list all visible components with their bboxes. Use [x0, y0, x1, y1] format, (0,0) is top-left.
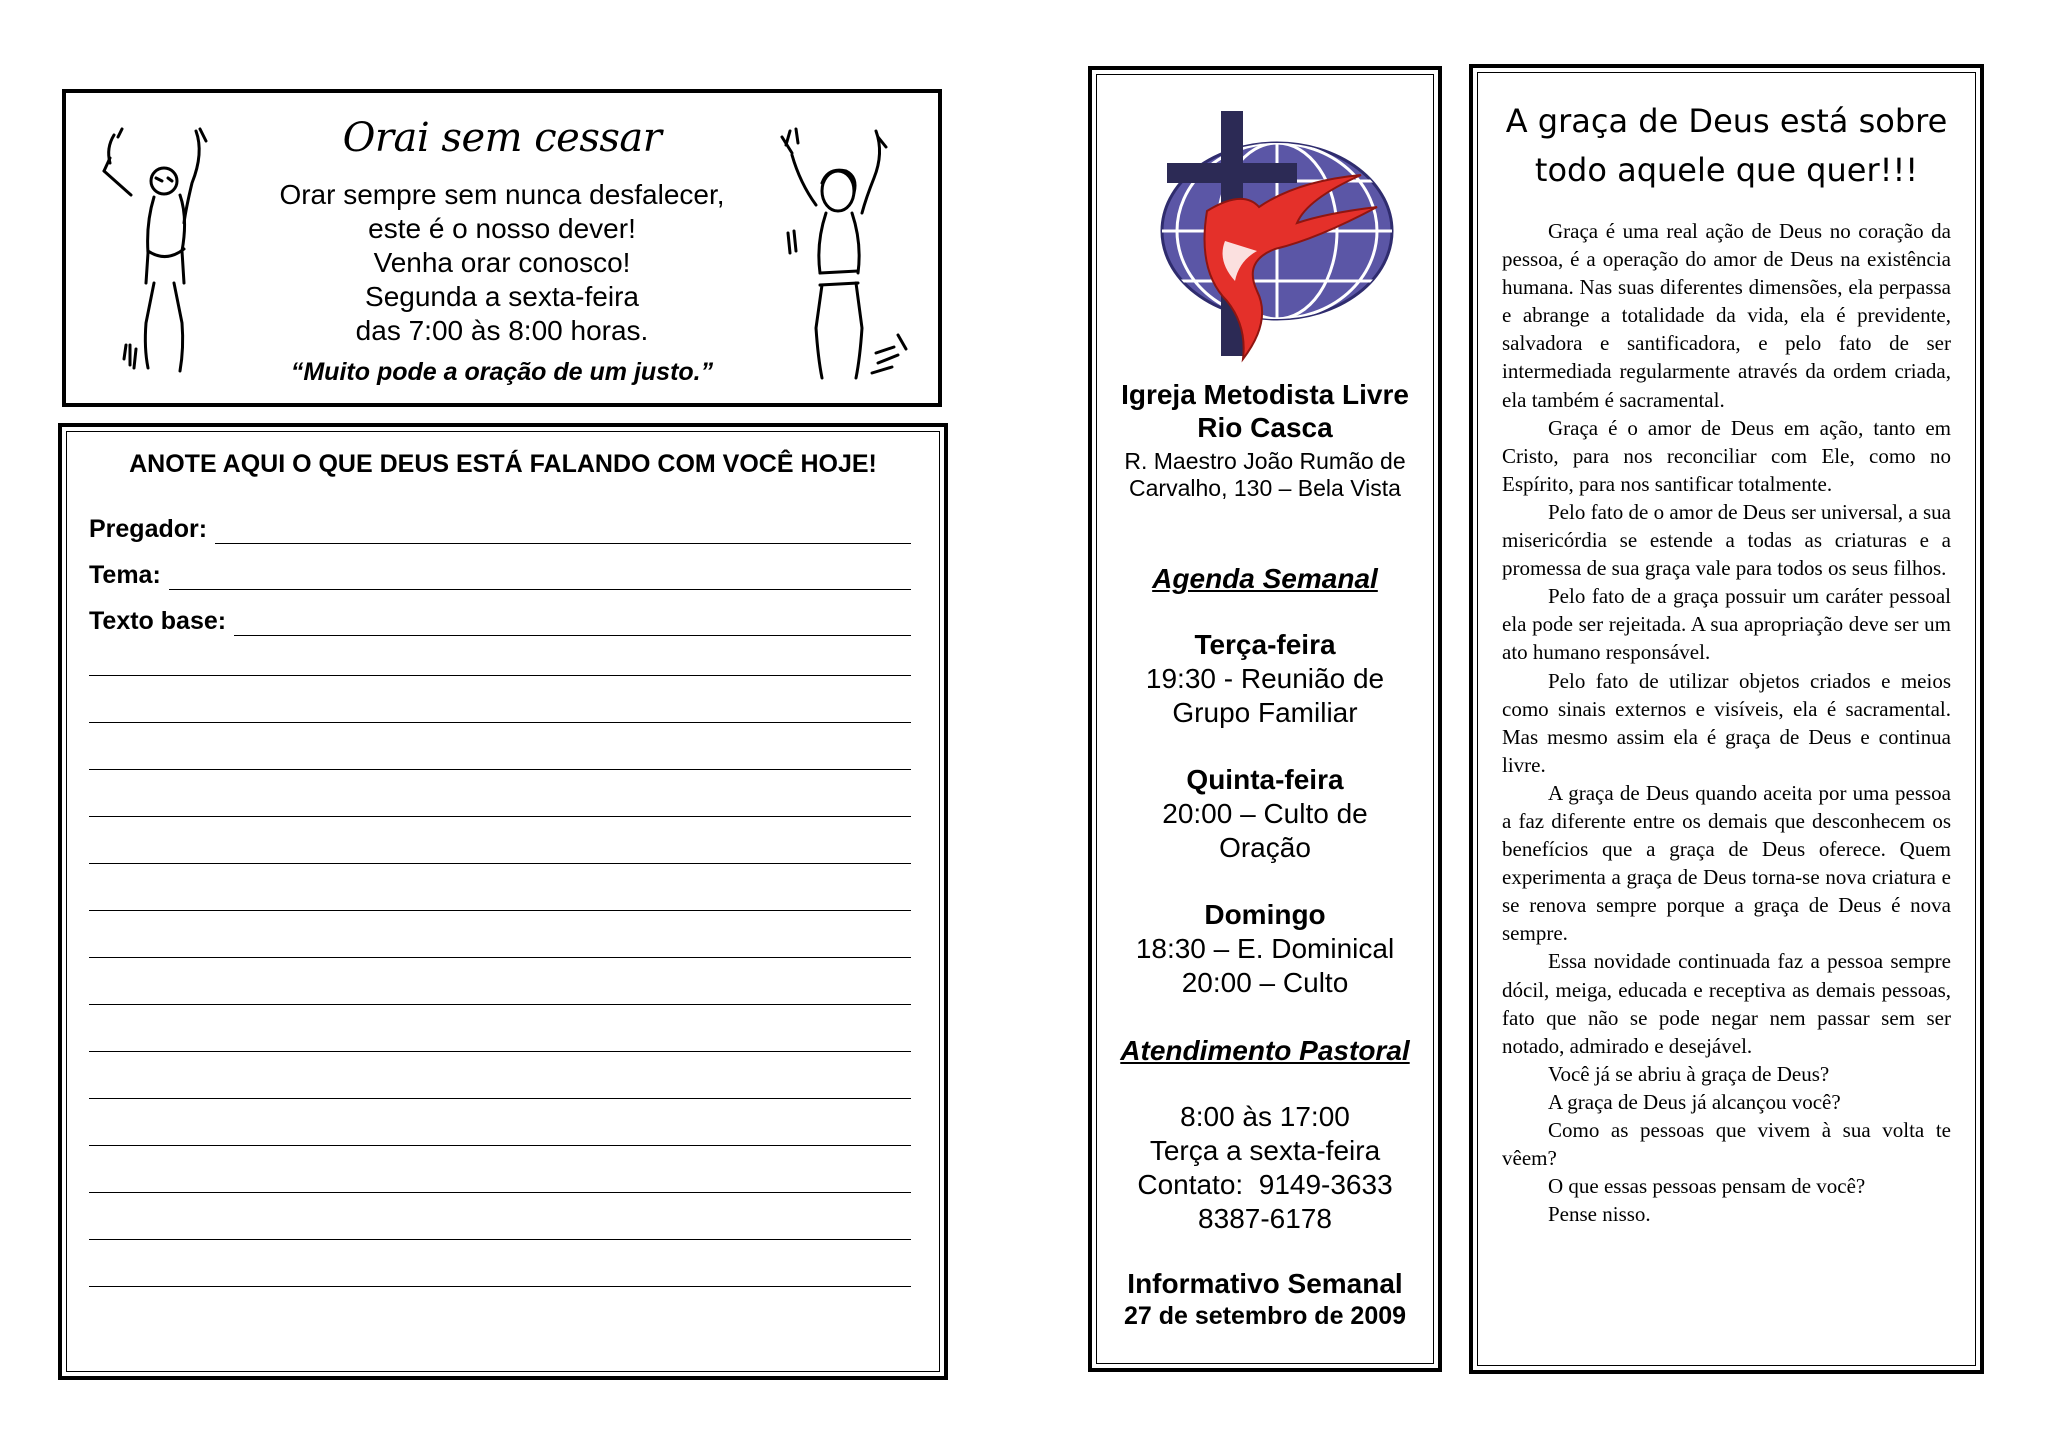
note-line[interactable] — [89, 910, 911, 911]
agenda-day: Domingo — [1204, 899, 1326, 930]
note-line[interactable] — [89, 863, 911, 864]
prayer-invitation — [256, 178, 748, 348]
agenda-day: Terça-feira — [1194, 629, 1336, 660]
article-paragraph: Essa novidade continuada faz a pessoa sempre dócil, meiga, educada e receptiva as demais pessoas, fato que não se pode negar nem passar sem ser notado, admirado e desejável. — [1502, 949, 1951, 1058]
note-line[interactable] — [89, 675, 911, 676]
theme-line[interactable] — [169, 565, 911, 590]
article-column — [1469, 64, 1984, 1374]
agenda-day: Quinta-feira — [1186, 764, 1344, 795]
church-logo-cross-flame-globe-icon — [1147, 111, 1397, 371]
prayer-title: Orai sem cessar — [342, 115, 662, 161]
note-line[interactable] — [89, 769, 911, 770]
article-title-line: todo aquele que quer!!! — [1534, 151, 1919, 189]
pastoral-hours: 8:00 às 17:00 — [1180, 1101, 1350, 1132]
note-line[interactable] — [89, 1192, 911, 1193]
church-info-inner-frame — [1096, 74, 1434, 1364]
agenda-event: Grupo Familiar — [1172, 697, 1358, 728]
note-line[interactable] — [89, 1145, 911, 1146]
prayer-line: Venha orar conosco! — [373, 247, 631, 278]
article-question: O que essas pessoas pensam de você? — [1548, 1174, 1866, 1199]
prayer-line: este é o nosso dever! — [368, 213, 636, 244]
agenda-event: 20:00 – Culto — [1181, 967, 1349, 998]
article-inner-frame — [1477, 72, 1976, 1366]
article-paragraph: Pelo fato de a graça possuir um caráter pessoal ela pode ser rejeitada. A sua apropriação deve ser um ato humano responsável. — [1502, 584, 1951, 665]
preacher-line[interactable] — [215, 519, 911, 544]
preacher-label: Pregador: — [89, 515, 208, 543]
article-paragraph: Pelo fato de o amor de Deus ser universal, a sua misericórdia se estende a todas as criaturas e a promessa de sua graça vale para todos os seus filhos. — [1502, 499, 1951, 581]
note-line[interactable] — [89, 1286, 911, 1287]
article-body — [1502, 217, 1951, 1228]
article-paragraph: Graça é o amor de Deus em ação, tanto em Cristo, para nos reconciliar com Ele, como no Espírito, para nos santificar totalmente. — [1502, 415, 1951, 496]
church-address-line-2: Carvalho, 130 – Bela Vista — [1129, 475, 1401, 501]
article-question: Como as pessoas que vivem à sua volta te vêem? — [1502, 1118, 1951, 1171]
base-text-label: Texto base: — [89, 607, 227, 635]
note-line[interactable] — [89, 1098, 911, 1099]
base-text-field[interactable] — [89, 604, 911, 636]
agenda-event: 19:30 - Reunião de — [1145, 663, 1385, 694]
praising-woman-illustration — [766, 123, 916, 388]
theme-label: Tema: — [89, 561, 161, 589]
church-name: Igreja Metodista Livre — [1121, 379, 1409, 410]
article-closing: Pense nisso. — [1548, 1202, 1651, 1227]
bulletin-date: 27 de setembro de 2009 — [1123, 1302, 1407, 1330]
pastoral-care-title: Atendimento Pastoral — [1120, 1035, 1410, 1066]
contact-phone: Contato: 9149-3633 — [1137, 1169, 1393, 1200]
note-line[interactable] — [89, 722, 911, 723]
notes-heading: ANOTE AQUI O QUE DEUS ESTÁ FALANDO COM VOCÊ HOJE! — [129, 450, 877, 478]
article-title-line: A graça de Deus está sobre — [1505, 102, 1948, 140]
article-paragraph: A graça de Deus quando aceita por uma pessoa a faz diferente entre os demais que desconhecem os benefícios que a graça de Deus oferece. Quem experimenta a graça de Deus torna-se nova criatura e se renova sempre porque a graça de Deus é nova sempre. — [1502, 780, 1951, 946]
pastoral-days: Terça a sexta-feira — [1149, 1135, 1381, 1166]
notes-inner-frame — [66, 431, 940, 1372]
weekly-agenda-title: Agenda Semanal — [1152, 563, 1378, 594]
agenda-event: Oração — [1219, 832, 1311, 863]
article-title — [1488, 97, 1965, 195]
church-city: Rio Casca — [1197, 412, 1333, 443]
article-question: A graça de Deus já alcançou você? — [1548, 1089, 1841, 1114]
note-line[interactable] — [89, 1051, 911, 1052]
prayer-line: Orar sempre sem nunca desfalecer, — [279, 179, 725, 210]
notes-box — [58, 423, 948, 1380]
prayer-line: das 7:00 às 8:00 horas. — [355, 315, 649, 346]
note-line[interactable] — [89, 816, 911, 817]
bulletin-title: Informativo Semanal — [1127, 1268, 1403, 1299]
agenda-event: 18:30 – E. Dominical — [1135, 933, 1395, 964]
article-paragraph: Graça é uma real ação de Deus no coração da pessoa, é a operação do amor de Deus na existência humana. Nas suas diferentes dimensões, ela perpassa e abrange a totalidade da vida, ela é previdente, salvadora e santificadora, e pelo fato de ser intermediada regularmente através da ordem criada, ela também é sacramental. — [1502, 219, 1951, 412]
church-address-line-1: R. Maestro João Rumão de — [1124, 448, 1406, 474]
agenda-event: 20:00 – Culto de — [1162, 798, 1368, 829]
note-line[interactable] — [89, 957, 911, 958]
prayer-box — [62, 89, 942, 407]
article-paragraph: Pelo fato de utilizar objetos criados e meios como sinais externos e visíveis, ela é sacramental. Mas mesmo assim ela é graça de Deus e continua livre. — [1502, 668, 1951, 777]
church-info-column — [1088, 66, 1442, 1372]
article-question: Você já se abriu à graça de Deus? — [1548, 1061, 1830, 1086]
base-text-line[interactable] — [234, 611, 911, 636]
theme-field[interactable] — [89, 558, 911, 590]
praying-man-illustration — [96, 123, 226, 378]
contact-phone-2: 8387-6178 — [1198, 1203, 1332, 1234]
preacher-field[interactable] — [89, 512, 911, 544]
note-line[interactable] — [89, 1239, 911, 1240]
note-line[interactable] — [89, 1004, 911, 1005]
prayer-line: Segunda a sexta-feira — [365, 281, 639, 312]
prayer-quote: “Muito pode a oração de um justo.” — [290, 358, 714, 386]
